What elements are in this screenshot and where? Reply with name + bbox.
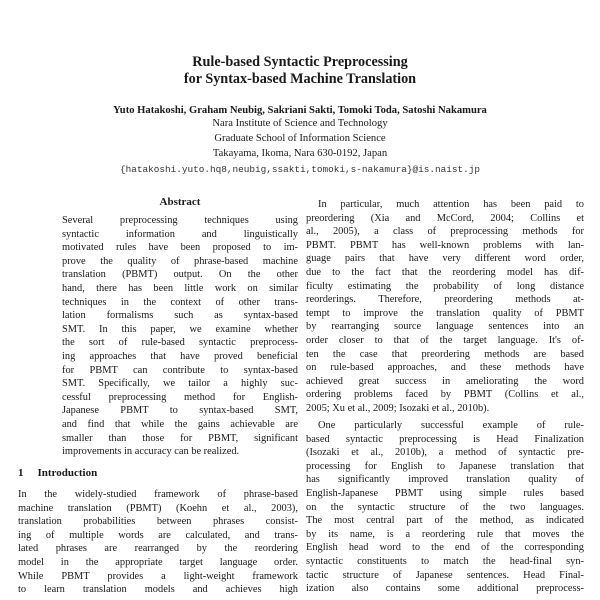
text-line: hand, there has been little work on similar — [62, 282, 298, 294]
text-line: machine translation (PBMT) (Koehn et al., 2003), — [18, 502, 298, 514]
affiliation-school: Graduate School of Information Science — [214, 133, 386, 144]
text-line: The most central part of the method, as indicated — [306, 515, 584, 527]
text-line: English-Japanese PBMT using simple rules based — [306, 487, 584, 499]
text-line: has significantly improved translation quality of — [306, 474, 584, 486]
text-line: In the widely-studied framework of phrase-based — [18, 489, 298, 500]
text-line: for PBMT can contribute to syntax-based — [62, 364, 298, 376]
text-line: cessful preprocessing method for English- — [62, 391, 298, 403]
text-line: achieved great success in ameliorating the word — [306, 375, 584, 387]
text-line: and find that while the gains achievable are — [62, 418, 298, 430]
text-line: preordering (Xia and McCord, 2004; Collins et — [306, 212, 584, 224]
text-line: PBMT. PBMT has well-known problems with lan- — [306, 239, 584, 251]
text-line: Several preprocessing techniques using — [62, 215, 298, 226]
text-line: due to the fact that the reordering model has dif- — [306, 266, 584, 278]
text-line: syntactic information and linguistically — [62, 228, 298, 240]
abstract-body — [62, 214, 298, 459]
text-line: English head word to the end of the corresponding — [306, 542, 584, 554]
text-line: on rule-based approaches, and these methods have — [306, 362, 584, 374]
abstract-heading: Abstract — [159, 196, 201, 208]
text-line: One particularly successful example of rule- — [318, 420, 584, 431]
text-line: processing for English to Japanese translation that — [306, 460, 584, 472]
text-line: translation probabilities between phrases consist- — [18, 516, 298, 528]
text-line: ficulty estimating the probability of long distance — [306, 280, 584, 292]
text-line: techniques in the context of other trans- — [62, 296, 298, 308]
text-line: model in the appropriate target language order. — [18, 556, 298, 568]
text-line: prove the quality of phrase-based machine — [62, 255, 298, 267]
text-line: syntactic constituents to match the head-final syn- — [306, 555, 584, 567]
text-line: SMT. Specifically, we tailor a highly suc- — [62, 378, 298, 390]
affiliation-address: Takayama, Ikoma, Nara 630-0192, Japan — [212, 148, 388, 159]
text-line: ing approaches that have proved beneficial — [62, 350, 298, 362]
text-line: by rearranging source language sentences into an — [306, 321, 584, 333]
text-line: ization also contains some additional preprocess- — [306, 583, 584, 595]
introduction-body — [18, 488, 298, 597]
text-line: (Isozaki et al., 2010b), a method of syntactic pre- — [306, 447, 584, 459]
text-line: smaller than those for PBMT, significant — [62, 432, 298, 444]
text-line: reorderings. Therefore, preordering methods at- — [306, 294, 584, 306]
text-line: to learn translation models and achieves high — [18, 584, 298, 596]
text-line: motivated rules have been proposed to im- — [62, 242, 298, 254]
text-line: on the syntactic structure of the two languages. — [306, 501, 584, 513]
title-line-1: Rule-based Syntactic Preprocessing — [192, 54, 408, 70]
text-line: guage pairs that have very different word order, — [306, 253, 584, 265]
text-line: While PBMT provides a light-weight framework — [18, 570, 298, 582]
text-line: order closer to that of the target language. It's of- — [306, 334, 584, 346]
affiliation-institute: Nara Institute of Science and Technology — [212, 118, 388, 129]
author-emails: {hatakoshi.yuto.hq8,neubig,ssakti,tomoki,s-nakamura}@is.naist.jp — [119, 164, 481, 175]
text-line: based syntactic preprocessing is Head Finalization — [306, 433, 584, 445]
text-line: ten the case that preordering methods are based — [306, 348, 584, 360]
text-line: improvements in accuracy can be realized. — [62, 446, 240, 458]
text-line: lated phrases are rearranged by the reordering — [18, 543, 298, 555]
title-line-2: for Syntax-based Machine Translation — [183, 71, 417, 87]
text-line: In particular, much attention has been paid to — [318, 199, 584, 210]
text-line: translation (PBMT) output. On the other — [62, 269, 298, 281]
text-line: al., 2005), a class of preprocessing methods for — [306, 226, 584, 238]
text-line: by its name, is a reordering rule that moves the — [306, 528, 584, 540]
text-line: tactic structure of Japanese sentences. Head Final- — [306, 569, 584, 581]
section-heading-introduction — [18, 467, 111, 479]
section-title: Introduction — [37, 467, 98, 479]
text-line: the sort of rule-based syntactic preprocess- — [62, 337, 298, 349]
text-line: lation formalisms such as syntax-based — [62, 310, 298, 322]
text-line: tempt to improve the translation quality of PBMT — [306, 307, 584, 319]
text-line: ing of multiple words are calculated, and trans- — [18, 529, 298, 541]
paper-title — [0, 54, 600, 88]
text-line: SMT. In this paper, we examine whether — [62, 323, 298, 335]
text-line: Japanese PBMT to syntax-based SMT, — [62, 405, 298, 417]
right-column-paragraph-1 — [306, 198, 584, 416]
right-column-paragraph-2 — [306, 419, 584, 596]
section-number: 1 — [18, 467, 24, 479]
text-line: 2005; Xu et al., 2009; Isozaki et al., 2010b). — [306, 402, 490, 414]
text-line: ordering problems faced by PBMT (Collins et al., — [306, 389, 584, 401]
author-list: Yuto Hatakoshi, Graham Neubig, Sakriani Sakti, Tomoki Toda, Satoshi Nakamura — [113, 105, 487, 116]
